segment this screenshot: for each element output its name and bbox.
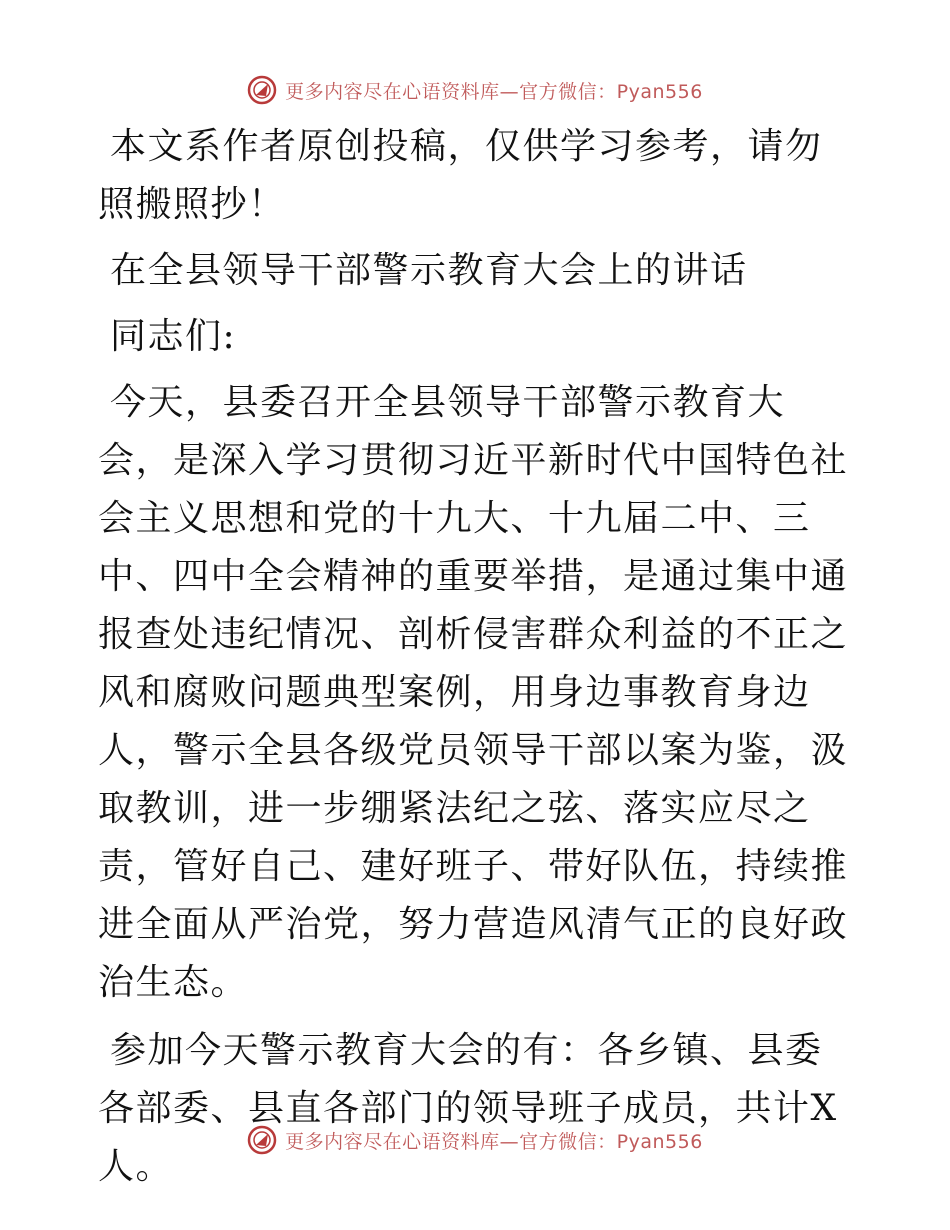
- footer-banner-text: 更多内容尽在心语资料库—官方微信：Pyan556: [285, 1130, 703, 1153]
- disclaimer-paragraph: 本文系作者原创投稿，仅供学习参考，请勿照搬照抄！: [98, 126, 823, 225]
- seal-logo-icon: [247, 75, 277, 105]
- header-banner: [0, 70, 950, 110]
- document-title: 在全县领导干部警示教育大会上的讲话: [110, 250, 748, 291]
- seal-logo-icon: [247, 1125, 277, 1155]
- body-paragraph: 今天，县委召开全县领导干部警示教育大会，是深入学习贯彻习近平新时代中国特色社会主义思想和党的十九大、十九届二中、三中、四中全会精神的重要举措，是通过集中通报查处违纪情况、剖析侵害群众利益的不正之风和腐败问题典型案例，用身边事教育身边人，警示全县各级党员领导干部以案为鉴，汲取教训，进一步绷紧法纪之弦、落实应尽之责，管好自己、建好班子、带好队伍，持续推进全面从严治党，努力营造风清气正的良好政治生态。: [98, 382, 849, 1003]
- header-banner-text: 更多内容尽在心语资料库—官方微信：Pyan556: [285, 80, 703, 103]
- greeting-paragraph: 同志们:: [110, 316, 237, 357]
- document-body: [98, 118, 858, 1196]
- footer-banner: [0, 1120, 950, 1160]
- body-paragraph: 参加今天警示教育大会的有：各乡镇、县委各部委、县直各部门的领导班子成员，共计X人。: [98, 1030, 838, 1187]
